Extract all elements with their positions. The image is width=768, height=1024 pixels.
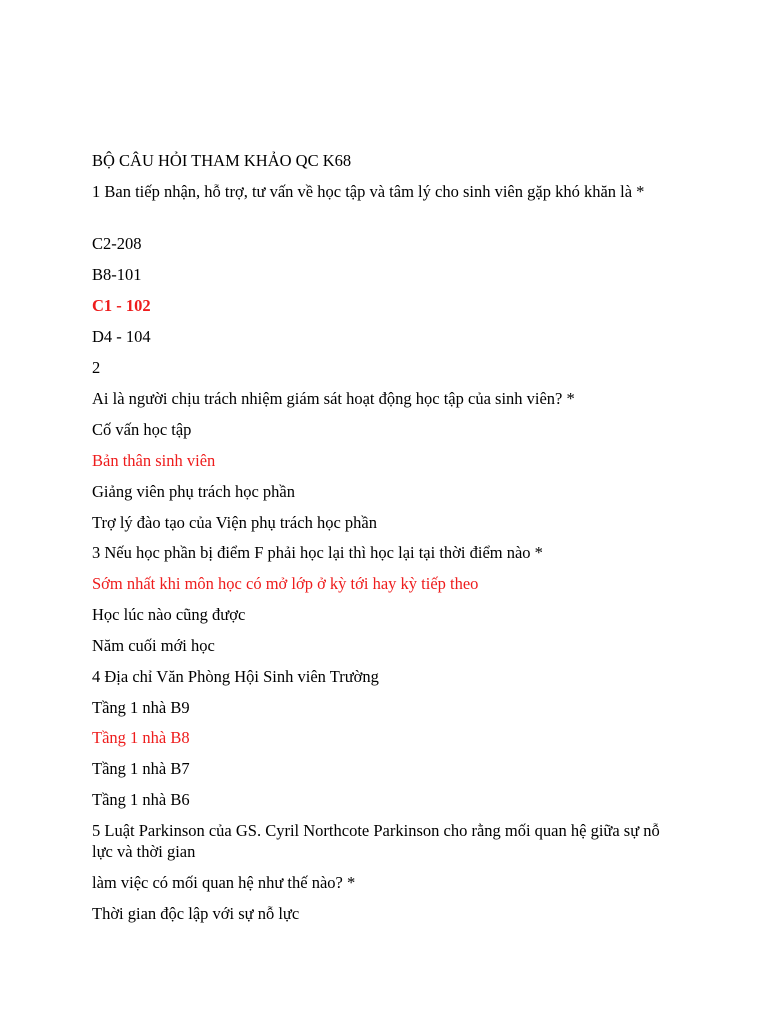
document-title: BỘ CÂU HỎI THAM KHẢO QC K68 [92, 151, 352, 170]
q1-option-3-correct: C1 - 102 [92, 296, 151, 315]
q4-option-1: Tầng 1 nhà B9 [92, 698, 190, 717]
q2-option-3: Giảng viên phụ trách học phần [92, 482, 295, 501]
question-1: 1 Ban tiếp nhận, hỗ trợ, tư vấn về học tập và tâm lý cho sinh viên gặp khó khăn là * [92, 182, 645, 201]
question-5: 5 Luật Parkinson của GS. Cyril Northcote Parkinson cho rằng mối quan hệ giữa sự nỗ lực và thời gian [92, 821, 660, 861]
q1-option-1: C2-208 [92, 234, 142, 253]
q3-option-2: Học lúc nào cũng được [92, 605, 246, 624]
q4-option-3: Tầng 1 nhà B7 [92, 759, 190, 778]
q1-option-4: D4 - 104 [92, 327, 151, 346]
question-5-continued: làm việc có mối quan hệ như thế nào? * [92, 873, 356, 892]
q1-option-2: B8-101 [92, 265, 142, 284]
question-2-number: 2 [92, 358, 101, 377]
q2-option-4: Trợ lý đào tạo của Viện phụ trách học phần [92, 513, 377, 532]
q3-option-3: Năm cuối mới học [92, 636, 215, 655]
q4-option-4: Tầng 1 nhà B6 [92, 790, 190, 809]
q4-option-2-correct: Tầng 1 nhà B8 [92, 728, 190, 747]
q5-option-1: Thời gian độc lập với sự nỗ lực [92, 904, 300, 923]
question-3: 3 Nếu học phần bị điểm F phải học lại thì học lại tại thời điểm nào * [92, 543, 543, 562]
question-2: Ai là người chịu trách nhiệm giám sát hoạt động học tập của sinh viên? * [92, 389, 575, 408]
q3-option-1-correct: Sớm nhất khi môn học có mở lớp ở kỳ tới hay kỳ tiếp theo [92, 574, 479, 593]
q2-option-1: Cố vấn học tập [92, 420, 192, 439]
question-4: 4 Địa chỉ Văn Phòng Hội Sinh viên Trường [92, 667, 379, 686]
q2-option-2-correct: Bản thân sinh viên [92, 451, 216, 470]
